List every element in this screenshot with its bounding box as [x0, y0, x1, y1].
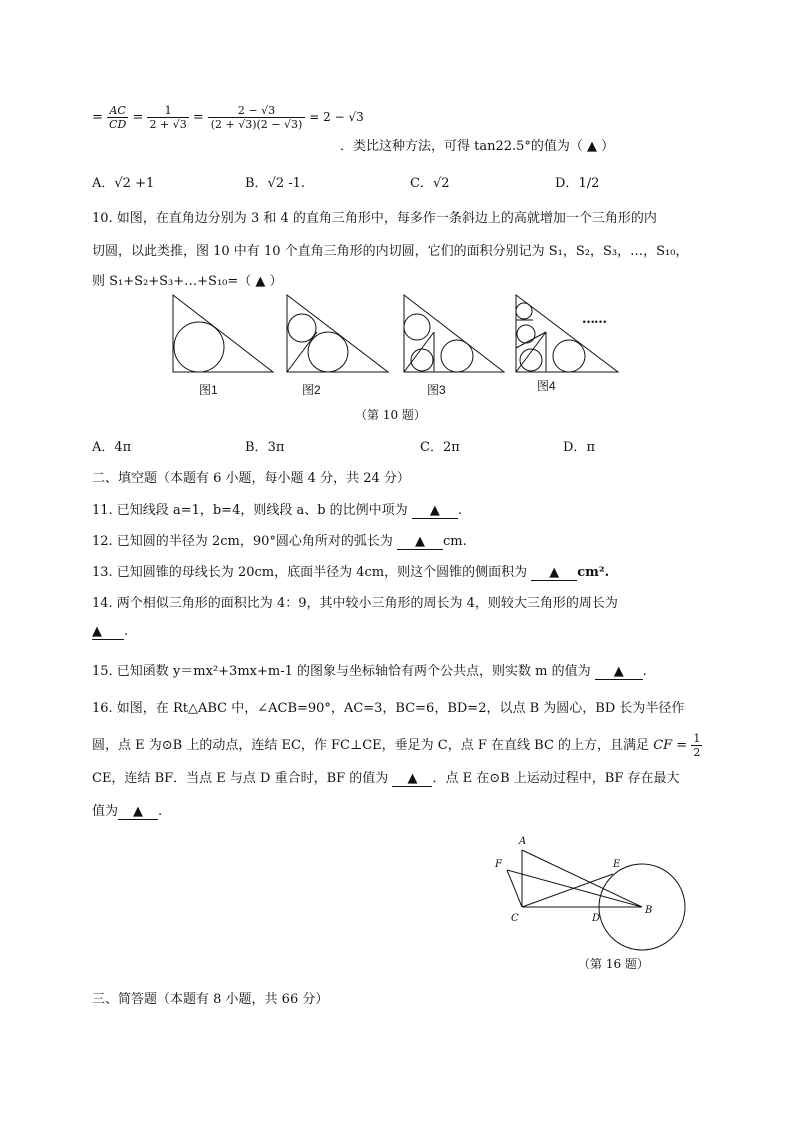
q16-line1: 16. 如图，在 Rt△ABC 中，∠ACB=90°，AC=3，BC=6，BD=2，以点 B 为圆心，BD 长为半径作 — [92, 701, 685, 716]
formula-eq: = — [132, 110, 144, 125]
continuation-dots: …… — [582, 312, 606, 327]
label-f: F — [495, 859, 502, 870]
option-letter: C． — [420, 440, 443, 455]
option-text: 2π — [442, 440, 460, 455]
option-text: 4π — [114, 440, 132, 455]
fraction-denominator: (2 + √3)(2 − √3) — [210, 118, 303, 131]
fraction-numerator: 1 — [693, 732, 701, 745]
label-a: A — [519, 836, 527, 847]
q10-option-c — [420, 436, 460, 455]
option-text: π — [586, 440, 595, 455]
fraction-ac-cd — [107, 104, 128, 131]
incircle-figure-4 — [516, 295, 618, 372]
option-text: √2 -1. — [267, 176, 306, 191]
question-punct: . — [158, 804, 163, 819]
segment-ab — [522, 850, 642, 907]
fig-label-2: 图2 — [302, 383, 321, 397]
option-letter: B． — [245, 176, 268, 191]
incircle-figure-3 — [404, 295, 504, 372]
fig-label-3: 图3 — [427, 383, 446, 397]
question-punct: . — [457, 503, 462, 518]
fraction-denominator: 2 + √3 — [149, 118, 187, 131]
answer-blank: ▲ — [412, 503, 458, 519]
q9-formula — [92, 104, 364, 131]
q10-figures — [160, 290, 630, 400]
q10-option-d — [563, 436, 595, 455]
fig-label-4: 图4 — [537, 379, 556, 393]
q16-caption: （第 16 题） — [578, 957, 649, 971]
label-b: B — [645, 905, 653, 916]
q10-caption: （第 10 题） — [355, 408, 426, 422]
question-punct: . — [124, 624, 129, 639]
answer-blank: ▲ — [595, 664, 643, 680]
q9-option-d — [555, 172, 599, 191]
formula-result: = 2 − √3 — [309, 110, 364, 124]
q9-question-tail: ．类比这种方法，可得 tan22.5°的值为（ ▲ ） — [340, 139, 615, 154]
answer-blank: ▲ — [392, 771, 432, 787]
formula-eq: = — [192, 110, 204, 125]
incircle-figure-2 — [287, 295, 388, 372]
fraction-numerator: AC — [107, 104, 128, 118]
option-letter: D． — [563, 440, 587, 455]
formula-eq: = — [92, 110, 103, 125]
question-text: 13. 已知圆锥的母线长为 20cm，底面半径为 4cm，则这个圆锥的侧面积为 — [92, 565, 528, 580]
q9-option-b — [245, 172, 305, 191]
q13 — [92, 561, 609, 581]
q9-option-c — [410, 172, 450, 191]
fraction-numerator: 2 − √3 — [208, 104, 305, 118]
answer-blank: ▲ — [92, 624, 124, 640]
question-text: 15. 已知函数 y＝mx²+3mx+m-1 的图象与坐标轴恰有两个公共点，则实数 m 的值为 — [92, 664, 591, 679]
answer-blank: ▲ — [118, 804, 158, 820]
option-text: √2 +1 — [114, 176, 155, 191]
option-letter: D． — [555, 176, 579, 191]
question-punct: cm. — [443, 534, 467, 549]
q10-option-a — [92, 436, 131, 455]
option-text: √2 — [432, 176, 450, 191]
label-d: D — [592, 913, 601, 924]
label-c: C — [511, 913, 519, 924]
option-letter: C． — [410, 176, 433, 191]
q10-line3: 则 S₁+S₂+S₃+…+S₁₀=（ ▲ ） — [92, 274, 283, 289]
q12 — [92, 530, 467, 550]
fraction-one-half — [691, 732, 702, 759]
question-text: 11. 已知线段 a=1，b=4，则线段 a、b 的比例中项为 — [92, 503, 408, 518]
option-text: 1/2 — [578, 176, 600, 191]
label-e: E — [613, 859, 621, 870]
q10-line2: 切圆，以此类推，图 10 中有 10 个直角三角形的内切圆，它们的面积分别记为 S₁，S₂，S₃，…，S₁₀， — [92, 244, 689, 259]
answer-blank: ▲ — [397, 534, 443, 550]
fraction-1-over-2plus-root3 — [147, 104, 188, 131]
q10-line1: 10. 如图，在直角边分别为 3 和 4 的直角三角形中，每多作一条斜边上的高就增加一个三角形的内 — [92, 211, 657, 226]
segment-fb — [507, 870, 642, 907]
option-letter: A． — [92, 176, 115, 191]
q15 — [92, 660, 647, 680]
incircle-figure-1 — [173, 295, 273, 372]
q10-option-b — [245, 436, 284, 455]
q16-line3 — [92, 767, 679, 787]
question-text: 值为 — [92, 804, 119, 819]
q14-line2 — [92, 624, 128, 640]
q16-line2 — [92, 732, 702, 759]
fraction-denominator: 2 — [693, 746, 701, 759]
question-text: 12. 已知圆的半径为 2cm，90°圆心角所对的弧长为 — [92, 534, 393, 549]
fraction-rationalized — [208, 104, 305, 131]
segment-cf — [507, 870, 522, 907]
fraction-numerator: 1 — [147, 104, 188, 118]
question-text: ．点 E 在⊙B 上运动过程中，BF 存在最大 — [432, 771, 680, 786]
formula-cf: CF = — [653, 738, 688, 753]
q16-figure — [485, 830, 695, 960]
fig-label-1: 图1 — [199, 383, 218, 397]
option-text: 3π — [267, 440, 285, 455]
question-text: CE，连结 BF．当点 E 与点 D 重合时，BF 的值为 — [92, 771, 389, 786]
q11 — [92, 499, 462, 519]
section-2-heading: 二、填空题（本题有 6 小题，每小题 4 分，共 24 分） — [92, 471, 410, 486]
q9-option-a — [92, 172, 154, 191]
question-text: 圆，点 E 为⊙B 上的动点，连结 EC，作 FC⊥CE，垂足为 C，点 F 在直线 BC 的上方，且满足 — [92, 738, 650, 753]
question-punct: cm². — [577, 565, 610, 580]
question-punct: . — [642, 664, 647, 679]
answer-blank: ▲ — [531, 565, 577, 581]
q14-line1: 14. 两个相似三角形的面积比为 4：9，其中较小三角形的周长为 4，则较大三角形的周长为 — [92, 596, 618, 611]
fraction-denominator: CD — [109, 118, 127, 131]
option-letter: B． — [245, 440, 268, 455]
q16-line4 — [92, 800, 162, 820]
option-letter: A． — [92, 440, 115, 455]
section-3-heading: 三、简答题（本题有 8 小题，共 66 分） — [92, 992, 329, 1007]
